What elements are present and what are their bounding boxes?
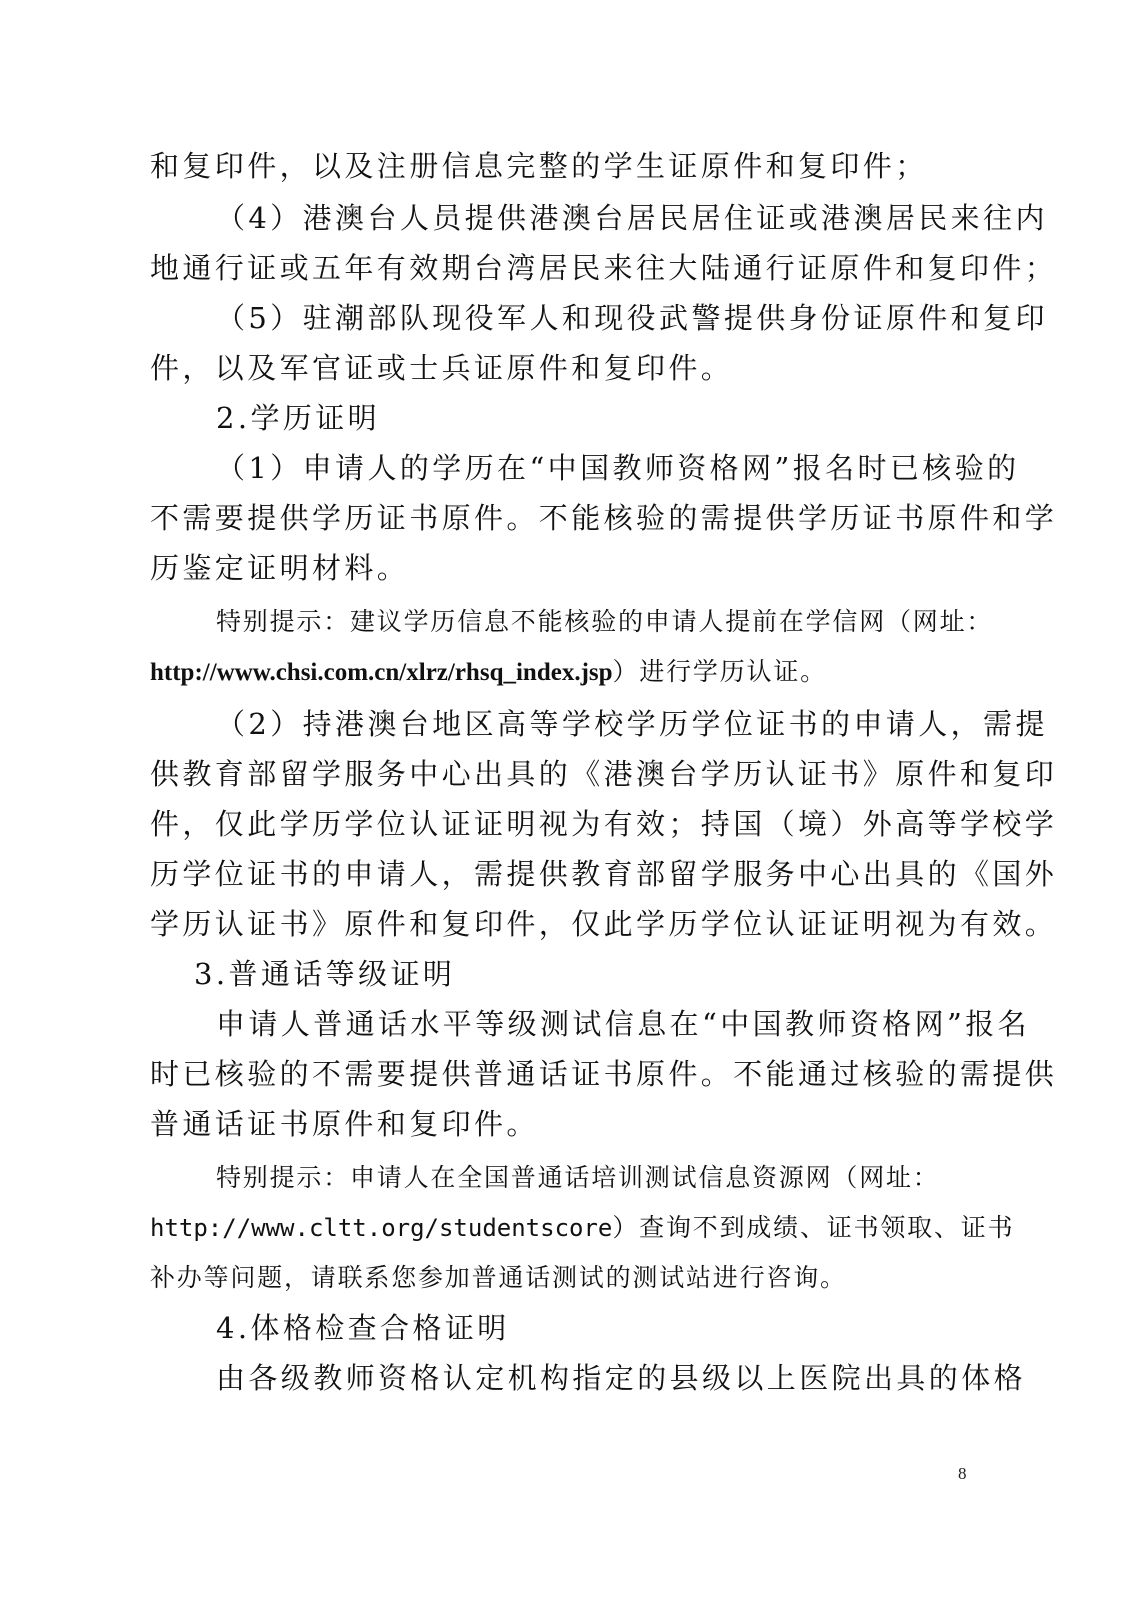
paragraph-line: 件，仅此学历学位认证证明视为有效；持国（境）外高等学校学	[150, 807, 1058, 841]
page-number: 8	[958, 1464, 967, 1483]
special-note-url-line	[150, 1208, 1015, 1248]
paragraph-line-item-4: （4）港澳台人员提供港澳台居民居住证或港澳居民来往内	[216, 201, 1048, 235]
paragraph-line: 由各级教师资格认定机构指定的县级以上医院出具的体格	[216, 1361, 1027, 1395]
paragraph-line: 普通话证书原件和复印件。	[150, 1107, 539, 1141]
special-note-line: 特别提示：申请人在全国普通话培训测试信息资源网（网址：	[216, 1163, 940, 1192]
special-note-line: 补办等问题，请联系您参加普通话测试的测试站进行咨询。	[150, 1263, 847, 1292]
paragraph-line: 历学位证书的申请人，需提供教育部留学服务中心出具的《国外	[150, 857, 1058, 891]
paragraph-line: 历鉴定证明材料。	[150, 551, 410, 585]
paragraph-line: 时已核验的不需要提供普通话证书原件。不能通过核验的需提供	[150, 1057, 1058, 1091]
section-heading-mandarin: 3.普通话等级证明	[194, 957, 456, 991]
paragraph-line-item-1: （1）申请人的学历在“中国教师资格网”报名时已核验的	[216, 451, 1020, 485]
paragraph-line: 件，以及军官证或士兵证原件和复印件。	[150, 351, 734, 385]
paragraph-line: 不需要提供学历证书原件。不能核验的需提供学历证书原件和学	[150, 501, 1058, 535]
cltt-url-link[interactable]: http://www.cltt.org/studentscore	[150, 1214, 613, 1242]
paragraph-line: 学历认证书》原件和复印件，仅此学历学位认证证明视为有效。	[150, 907, 1058, 941]
paragraph-line-item-2: （2）持港澳台地区高等学校学历学位证书的申请人，需提	[216, 707, 1048, 741]
chsi-url-link[interactable]: http://www.chsi.com.cn/xlrz/rhsq_index.jsp	[150, 659, 613, 686]
section-heading-education: 2.学历证明	[216, 401, 381, 435]
special-note-url-line	[150, 652, 980, 693]
paragraph-line: 地通行证或五年有效期台湾居民来往大陆通行证原件和复印件；	[150, 251, 1058, 285]
paragraph-line: 申请人普通话水平等级测试信息在“中国教师资格网”报名	[216, 1007, 1031, 1041]
paragraph-line: 供教育部留学服务中心出具的《港澳台学历认证书》原件和复印	[150, 757, 1058, 791]
paragraph-line: 和复印件，以及注册信息完整的学生证原件和复印件；	[150, 149, 928, 183]
note-text: ）查询不到成绩、证书领取、证书	[612, 1213, 1015, 1242]
special-note-line: 特别提示：建议学历信息不能核验的申请人提前在学信网（网址：	[216, 607, 994, 636]
section-heading-physical: 4.体格检查合格证明	[216, 1311, 510, 1345]
paragraph-line-item-5: （5）驻潮部队现役军人和现役武警提供身份证原件和复印	[216, 301, 1048, 335]
note-text: ）进行学历认证。	[612, 657, 827, 686]
